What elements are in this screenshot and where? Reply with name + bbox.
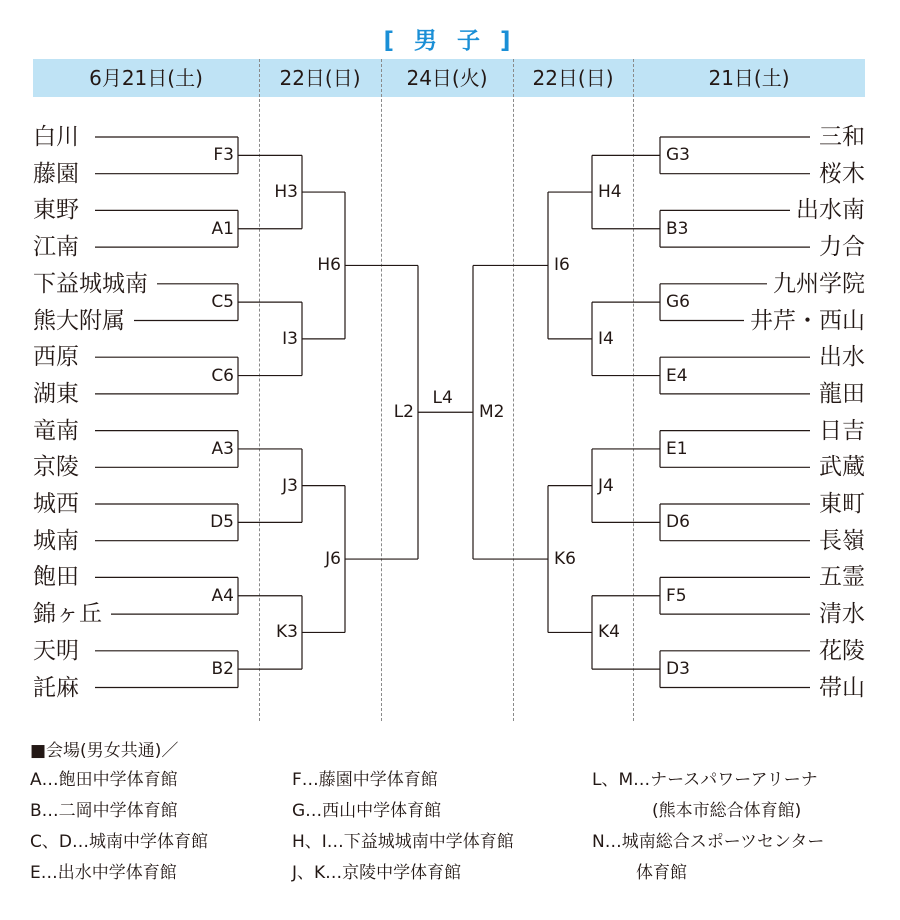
team-name: 下益城城南: [33, 270, 148, 297]
team-name: 錦ヶ丘: [33, 601, 102, 628]
legend-item: F…藤園中学体育館: [292, 770, 438, 790]
legend-item: 体育館: [636, 863, 687, 883]
final-code: L4: [432, 388, 453, 409]
bracket-title: [ 男 子 ]: [383, 28, 517, 54]
match-code: B3: [666, 218, 689, 239]
team-name: 天明: [33, 637, 79, 664]
match-code: J6: [325, 549, 341, 570]
match-code: E4: [666, 365, 688, 386]
match-code: D6: [666, 512, 690, 533]
team-name: 京陵: [33, 454, 79, 481]
match-code: A1: [211, 218, 234, 239]
team-name: 熊大附属: [33, 307, 125, 334]
match-code: H4: [598, 182, 622, 203]
team-name: 竜南: [33, 417, 79, 444]
match-code: F3: [213, 145, 234, 166]
team-name: 井芹・西山: [750, 307, 865, 334]
team-name: 城南: [33, 527, 79, 554]
match-code: A4: [211, 585, 234, 606]
team-name: 力合: [819, 234, 865, 261]
team-name: 託麻: [33, 674, 79, 701]
match-code: C5: [211, 292, 234, 313]
team-name: 花陵: [819, 637, 865, 664]
match-code: L2: [393, 402, 414, 423]
legend-item: H、I…下益城城南中学体育館: [292, 832, 514, 852]
legend-item: (熊本市総合体育館): [652, 801, 802, 821]
team-name: 城西: [33, 491, 79, 517]
match-code: J3: [282, 475, 298, 496]
match-code: K6: [554, 549, 576, 570]
team-name: 東野: [33, 197, 79, 224]
team-name: 三和: [819, 124, 865, 150]
match-code: H6: [317, 255, 341, 276]
match-code: E1: [666, 438, 688, 459]
match-code: G3: [666, 145, 690, 166]
legend-item: C、D…城南中学体育館: [30, 832, 208, 852]
legend-item: L、M…ナースパワーアリーナ: [592, 770, 818, 790]
legend-heading: ■会場(男女共通)／: [30, 741, 179, 761]
match-code: I4: [598, 328, 614, 349]
match-code: M2: [479, 402, 505, 423]
team-name: 藤園: [33, 160, 79, 187]
team-name: 五霊: [819, 564, 865, 591]
match-code: G6: [666, 292, 690, 313]
match-code: H3: [274, 182, 298, 203]
legend-item: E…出水中学体育館: [30, 863, 177, 883]
team-name: 湖東: [33, 380, 79, 407]
header-final-day: 24日(火): [406, 66, 488, 90]
match-code: C6: [211, 365, 234, 386]
match-code: I3: [282, 328, 298, 349]
team-name: 龍田: [819, 380, 865, 407]
team-name: 帯山: [819, 674, 865, 701]
team-name: 飽田: [33, 564, 79, 591]
legend-item: N…城南総合スポーツセンター: [592, 832, 825, 852]
match-code: D5: [210, 512, 234, 533]
match-code: B2: [211, 659, 234, 680]
legend-item: A…飽田中学体育館: [30, 770, 178, 790]
legend-item: G…西山中学体育館: [292, 801, 442, 821]
match-code: K3: [276, 622, 298, 643]
team-name: 東町: [819, 491, 865, 517]
header-round1-left: 6月21日(土): [89, 66, 203, 90]
team-name: 日吉: [819, 417, 865, 444]
team-name: 西原: [33, 344, 79, 371]
legend-item: J、K…京陵中学体育館: [292, 863, 462, 883]
team-name: 九州学院: [773, 270, 865, 297]
header-round1-right: 21日(土): [708, 66, 790, 90]
team-name: 出水: [819, 344, 865, 371]
team-name: 桜木: [819, 160, 865, 187]
match-code: D3: [666, 659, 690, 680]
team-name: 出水南: [796, 197, 865, 224]
header-round2-right: 22日(日): [532, 66, 614, 90]
header-round2-left: 22日(日): [279, 66, 361, 90]
match-code: K4: [598, 622, 620, 643]
match-code: F5: [666, 585, 687, 606]
team-name: 清水: [819, 601, 865, 628]
match-code: I6: [554, 255, 570, 276]
match-code: A3: [211, 438, 234, 459]
team-name: 白川: [33, 124, 79, 150]
match-code: J4: [598, 475, 614, 496]
legend-item: B…二岡中学体育館: [30, 801, 178, 821]
team-name: 江南: [33, 234, 79, 261]
team-name: 武蔵: [819, 454, 865, 481]
team-name: 長嶺: [819, 527, 865, 554]
